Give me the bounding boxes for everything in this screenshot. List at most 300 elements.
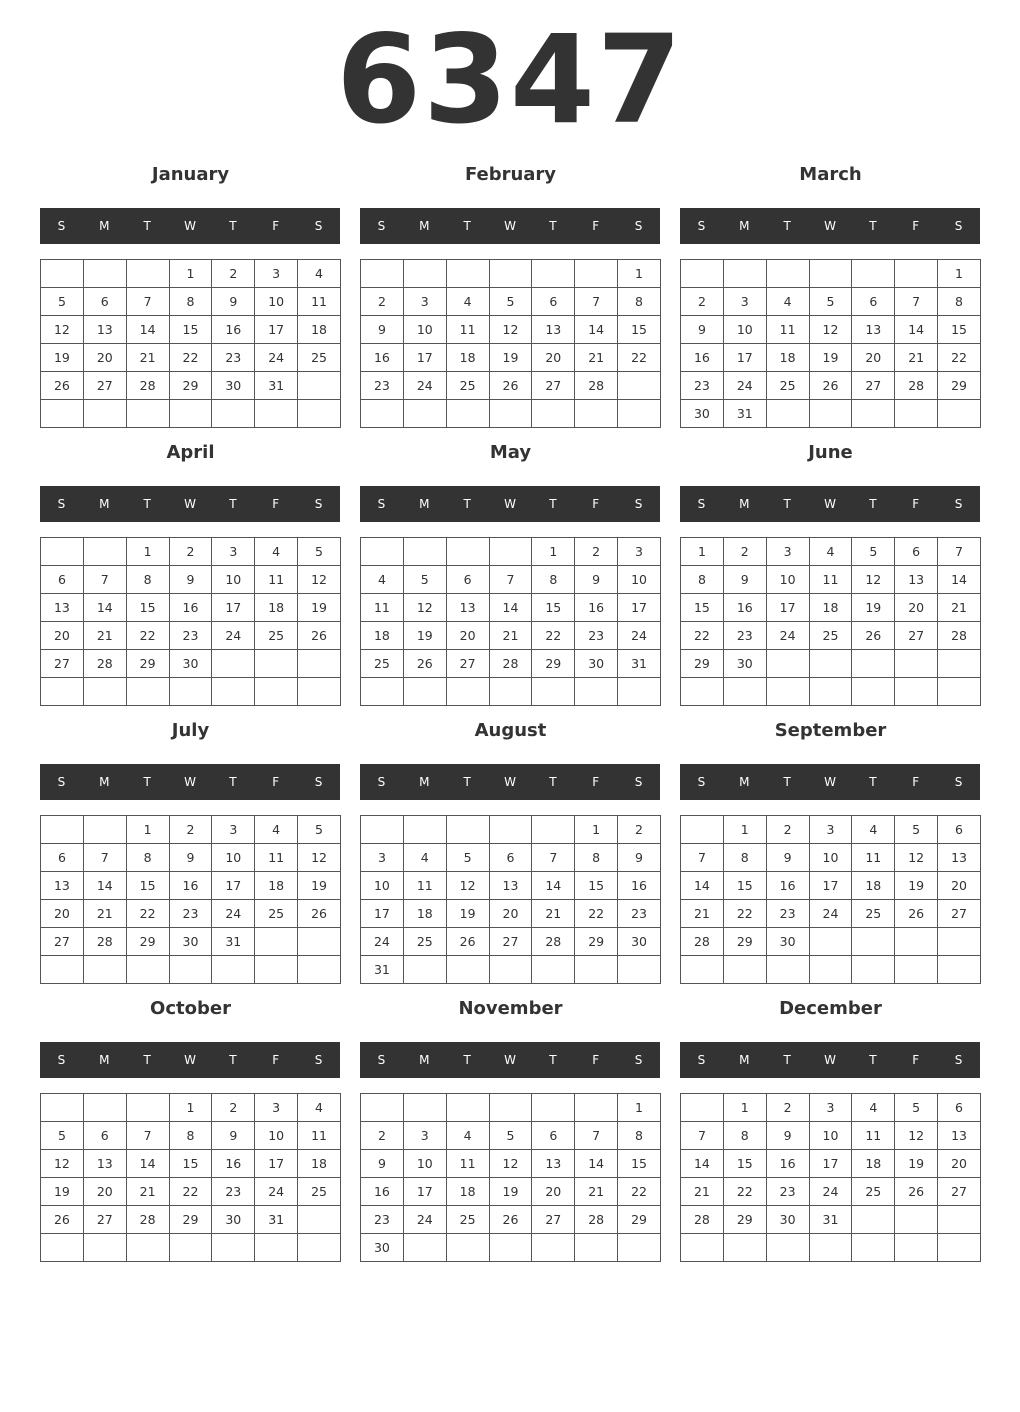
day-cell: 23 xyxy=(723,622,766,650)
day-cell: 18 xyxy=(852,1150,895,1178)
day-cell: 11 xyxy=(809,566,852,594)
day-cell: 31 xyxy=(723,400,766,428)
day-cell: 1 xyxy=(126,816,169,844)
day-cell xyxy=(723,678,766,706)
week-row xyxy=(361,566,661,594)
day-cell: 5 xyxy=(809,288,852,316)
day-cell xyxy=(361,260,404,288)
day-cell: 6 xyxy=(489,844,532,872)
weekday-label: T xyxy=(869,775,877,789)
weekday-label: T xyxy=(143,219,151,233)
day-cell xyxy=(83,816,126,844)
day-cell: 3 xyxy=(361,844,404,872)
day-grid xyxy=(680,537,981,706)
day-cell: 4 xyxy=(852,1094,895,1122)
day-cell: 23 xyxy=(361,1206,404,1234)
day-cell xyxy=(895,928,938,956)
day-cell: 3 xyxy=(809,816,852,844)
day-cell: 25 xyxy=(255,900,298,928)
day-cell: 20 xyxy=(41,622,84,650)
day-cell: 2 xyxy=(169,816,212,844)
day-cell: 28 xyxy=(575,372,618,400)
day-cell: 17 xyxy=(809,872,852,900)
day-cell: 20 xyxy=(852,344,895,372)
day-cell xyxy=(169,400,212,428)
day-cell xyxy=(575,1234,618,1262)
day-cell xyxy=(938,650,981,678)
day-cell: 16 xyxy=(766,872,809,900)
day-cell xyxy=(618,372,661,400)
day-cell: 4 xyxy=(298,260,341,288)
day-cell xyxy=(255,400,298,428)
day-cell: 2 xyxy=(766,816,809,844)
day-cell: 29 xyxy=(532,650,575,678)
day-cell: 17 xyxy=(618,594,661,622)
day-cell: 10 xyxy=(766,566,809,594)
week-row xyxy=(41,900,341,928)
day-cell: 10 xyxy=(403,316,446,344)
day-cell: 22 xyxy=(723,900,766,928)
day-cell xyxy=(169,956,212,984)
day-cell: 20 xyxy=(489,900,532,928)
day-cell: 29 xyxy=(169,1206,212,1234)
day-cell: 5 xyxy=(895,816,938,844)
day-cell: 21 xyxy=(681,1178,724,1206)
day-cell xyxy=(895,260,938,288)
day-cell: 12 xyxy=(489,316,532,344)
day-cell: 10 xyxy=(212,566,255,594)
day-cell: 7 xyxy=(575,1122,618,1150)
day-cell: 1 xyxy=(618,1094,661,1122)
day-cell: 4 xyxy=(298,1094,341,1122)
week-row xyxy=(41,538,341,566)
week-row xyxy=(41,372,341,400)
weekday-label: T xyxy=(549,775,557,789)
day-cell xyxy=(532,400,575,428)
day-cell xyxy=(298,650,341,678)
day-cell: 22 xyxy=(575,900,618,928)
day-cell: 22 xyxy=(618,1178,661,1206)
week-row xyxy=(361,372,661,400)
day-cell: 18 xyxy=(809,594,852,622)
day-cell: 4 xyxy=(809,538,852,566)
day-cell xyxy=(83,678,126,706)
weekday-label: F xyxy=(912,775,920,789)
day-cell: 20 xyxy=(895,594,938,622)
month-november xyxy=(360,994,661,1264)
day-cell: 23 xyxy=(618,900,661,928)
day-cell xyxy=(212,650,255,678)
weekday-label: M xyxy=(99,219,110,233)
week-row xyxy=(361,678,661,706)
day-cell xyxy=(255,678,298,706)
day-cell: 6 xyxy=(41,566,84,594)
week-row xyxy=(41,650,341,678)
weekday-label: S xyxy=(697,775,706,789)
week-row xyxy=(41,594,341,622)
day-cell: 13 xyxy=(532,1150,575,1178)
day-cell: 12 xyxy=(298,844,341,872)
day-cell: 10 xyxy=(618,566,661,594)
day-cell: 2 xyxy=(681,288,724,316)
day-cell: 27 xyxy=(938,900,981,928)
day-cell: 2 xyxy=(212,260,255,288)
day-cell: 5 xyxy=(298,816,341,844)
day-cell xyxy=(618,956,661,984)
day-cell: 18 xyxy=(766,344,809,372)
day-cell: 6 xyxy=(446,566,489,594)
day-cell: 23 xyxy=(212,1178,255,1206)
day-cell: 14 xyxy=(532,872,575,900)
week-row xyxy=(41,622,341,650)
weekday-label: S xyxy=(377,497,386,511)
weekday-label: M xyxy=(99,775,110,789)
day-cell: 19 xyxy=(298,872,341,900)
day-cell: 13 xyxy=(938,844,981,872)
weekday-label: F xyxy=(912,219,920,233)
weekday-label: M xyxy=(419,775,430,789)
day-cell: 18 xyxy=(298,316,341,344)
day-cell: 6 xyxy=(895,538,938,566)
day-cell: 23 xyxy=(575,622,618,650)
day-cell: 12 xyxy=(895,1122,938,1150)
day-cell: 29 xyxy=(723,928,766,956)
week-row xyxy=(681,566,981,594)
month-name: September xyxy=(774,720,887,741)
day-cell: 14 xyxy=(489,594,532,622)
day-cell: 24 xyxy=(766,622,809,650)
weekday-label: W xyxy=(824,1053,836,1067)
day-grid xyxy=(40,259,341,428)
week-row xyxy=(41,1094,341,1122)
day-cell: 15 xyxy=(723,872,766,900)
day-grid xyxy=(360,1093,661,1262)
day-cell: 26 xyxy=(41,1206,84,1234)
day-cell: 23 xyxy=(212,344,255,372)
day-cell: 14 xyxy=(938,566,981,594)
week-row xyxy=(41,928,341,956)
day-cell xyxy=(766,956,809,984)
day-grid xyxy=(680,815,981,984)
day-cell: 24 xyxy=(255,1178,298,1206)
day-cell: 5 xyxy=(852,538,895,566)
day-cell: 21 xyxy=(895,344,938,372)
week-row xyxy=(681,956,981,984)
day-cell: 27 xyxy=(41,928,84,956)
day-cell: 29 xyxy=(681,650,724,678)
day-cell xyxy=(532,678,575,706)
weekday-label: S xyxy=(634,1053,643,1067)
day-cell xyxy=(532,816,575,844)
day-cell: 19 xyxy=(809,344,852,372)
day-cell: 4 xyxy=(361,566,404,594)
day-cell: 6 xyxy=(532,288,575,316)
weekday-label: W xyxy=(184,497,196,511)
day-cell: 29 xyxy=(169,372,212,400)
day-cell xyxy=(169,678,212,706)
weekday-label: S xyxy=(954,775,963,789)
day-cell: 15 xyxy=(532,594,575,622)
day-cell: 12 xyxy=(852,566,895,594)
weekday-header xyxy=(680,1042,980,1078)
day-cell: 28 xyxy=(126,1206,169,1234)
day-cell: 6 xyxy=(938,816,981,844)
day-cell: 28 xyxy=(681,928,724,956)
day-cell: 27 xyxy=(489,928,532,956)
day-cell: 9 xyxy=(618,844,661,872)
week-row xyxy=(41,1122,341,1150)
weekday-label: S xyxy=(954,497,963,511)
day-cell: 12 xyxy=(41,316,84,344)
day-cell xyxy=(298,956,341,984)
day-cell: 15 xyxy=(618,316,661,344)
day-cell: 28 xyxy=(938,622,981,650)
day-cell xyxy=(532,260,575,288)
week-row xyxy=(681,316,981,344)
day-cell: 3 xyxy=(212,538,255,566)
day-cell: 22 xyxy=(169,1178,212,1206)
day-cell xyxy=(255,928,298,956)
week-row xyxy=(361,1150,661,1178)
day-cell xyxy=(766,400,809,428)
day-cell xyxy=(403,538,446,566)
day-cell: 21 xyxy=(681,900,724,928)
day-cell: 5 xyxy=(403,566,446,594)
weekday-label: T xyxy=(229,219,237,233)
day-cell: 14 xyxy=(83,872,126,900)
day-cell xyxy=(895,956,938,984)
day-cell xyxy=(809,650,852,678)
weekday-label: S xyxy=(697,219,706,233)
week-row xyxy=(41,1178,341,1206)
day-cell: 9 xyxy=(575,566,618,594)
day-grid xyxy=(360,259,661,428)
month-july xyxy=(40,716,341,986)
weekday-label: F xyxy=(592,219,600,233)
day-cell: 22 xyxy=(723,1178,766,1206)
day-cell xyxy=(212,678,255,706)
day-cell: 7 xyxy=(126,1122,169,1150)
day-cell: 10 xyxy=(361,872,404,900)
day-cell: 27 xyxy=(852,372,895,400)
day-cell: 19 xyxy=(489,1178,532,1206)
day-cell: 18 xyxy=(852,872,895,900)
weekday-label: W xyxy=(504,219,516,233)
weekday-label: T xyxy=(783,219,791,233)
day-cell: 17 xyxy=(255,1150,298,1178)
day-cell xyxy=(766,650,809,678)
day-cell: 11 xyxy=(766,316,809,344)
day-cell xyxy=(895,650,938,678)
day-cell: 21 xyxy=(126,1178,169,1206)
month-january xyxy=(40,160,341,430)
day-cell: 27 xyxy=(532,372,575,400)
day-cell xyxy=(852,400,895,428)
week-row xyxy=(361,344,661,372)
day-cell xyxy=(489,538,532,566)
weekday-label: T xyxy=(463,219,471,233)
day-cell: 24 xyxy=(809,1178,852,1206)
day-cell: 30 xyxy=(361,1234,404,1262)
day-cell xyxy=(938,1234,981,1262)
weekday-label: T xyxy=(463,1053,471,1067)
day-cell: 7 xyxy=(83,844,126,872)
week-row xyxy=(41,816,341,844)
day-cell xyxy=(83,1094,126,1122)
day-cell xyxy=(895,1206,938,1234)
weekday-label: T xyxy=(229,1053,237,1067)
week-row xyxy=(681,400,981,428)
day-cell: 13 xyxy=(41,594,84,622)
day-cell xyxy=(83,956,126,984)
day-cell: 8 xyxy=(723,844,766,872)
day-cell: 16 xyxy=(361,344,404,372)
day-cell xyxy=(361,816,404,844)
day-cell xyxy=(809,956,852,984)
day-cell: 16 xyxy=(212,316,255,344)
day-cell xyxy=(489,678,532,706)
day-cell: 26 xyxy=(446,928,489,956)
day-cell xyxy=(255,650,298,678)
day-cell: 3 xyxy=(403,1122,446,1150)
day-cell: 5 xyxy=(446,844,489,872)
day-cell: 29 xyxy=(126,650,169,678)
weekday-header xyxy=(360,486,660,522)
day-cell: 3 xyxy=(766,538,809,566)
month-name: February xyxy=(464,164,557,185)
day-cell: 4 xyxy=(446,1122,489,1150)
day-cell: 21 xyxy=(938,594,981,622)
day-grid xyxy=(40,537,341,706)
day-cell: 13 xyxy=(532,316,575,344)
day-cell: 8 xyxy=(532,566,575,594)
day-cell: 6 xyxy=(41,844,84,872)
day-cell: 15 xyxy=(126,594,169,622)
day-cell: 20 xyxy=(532,1178,575,1206)
week-row xyxy=(361,316,661,344)
day-cell: 17 xyxy=(809,1150,852,1178)
weekday-label: M xyxy=(99,1053,110,1067)
day-cell: 20 xyxy=(532,344,575,372)
week-row xyxy=(41,1206,341,1234)
day-cell: 10 xyxy=(809,1122,852,1150)
day-cell: 8 xyxy=(681,566,724,594)
day-cell: 29 xyxy=(723,1206,766,1234)
day-cell: 17 xyxy=(361,900,404,928)
day-cell: 26 xyxy=(895,900,938,928)
weekday-label: T xyxy=(229,497,237,511)
day-cell: 2 xyxy=(766,1094,809,1122)
day-cell: 15 xyxy=(618,1150,661,1178)
weekday-label: M xyxy=(739,1053,750,1067)
weekday-header xyxy=(40,764,340,800)
month-september xyxy=(680,716,981,986)
day-cell xyxy=(403,400,446,428)
day-cell: 24 xyxy=(403,372,446,400)
week-row xyxy=(361,872,661,900)
day-cell: 28 xyxy=(83,650,126,678)
weekday-label: F xyxy=(272,219,280,233)
day-cell: 29 xyxy=(575,928,618,956)
day-cell: 25 xyxy=(446,372,489,400)
day-cell xyxy=(489,1094,532,1122)
day-cell xyxy=(212,956,255,984)
day-cell: 9 xyxy=(212,288,255,316)
day-cell: 28 xyxy=(681,1206,724,1234)
week-row xyxy=(681,650,981,678)
day-cell xyxy=(41,1234,84,1262)
day-cell: 3 xyxy=(255,1094,298,1122)
day-cell: 16 xyxy=(618,872,661,900)
weekday-header xyxy=(40,1042,340,1078)
day-cell: 17 xyxy=(255,316,298,344)
day-cell xyxy=(41,678,84,706)
day-cell: 9 xyxy=(723,566,766,594)
week-row xyxy=(681,1150,981,1178)
weekday-header xyxy=(680,764,980,800)
weekday-label: F xyxy=(592,775,600,789)
day-cell: 27 xyxy=(83,1206,126,1234)
weekday-label: F xyxy=(272,775,280,789)
day-cell: 16 xyxy=(766,1150,809,1178)
weekday-header xyxy=(680,208,980,244)
day-cell: 28 xyxy=(895,372,938,400)
day-cell: 11 xyxy=(403,872,446,900)
weekday-label: S xyxy=(314,1053,323,1067)
day-cell xyxy=(852,260,895,288)
day-cell: 1 xyxy=(532,538,575,566)
day-cell xyxy=(575,400,618,428)
day-cell xyxy=(403,260,446,288)
week-row xyxy=(681,622,981,650)
day-cell: 22 xyxy=(938,344,981,372)
day-cell xyxy=(681,1234,724,1262)
day-cell xyxy=(489,400,532,428)
month-june xyxy=(680,438,981,708)
weekday-header xyxy=(360,1042,660,1078)
day-cell xyxy=(361,538,404,566)
day-cell xyxy=(298,400,341,428)
weekday-label: S xyxy=(954,219,963,233)
day-cell: 30 xyxy=(169,650,212,678)
weekday-label: M xyxy=(99,497,110,511)
day-cell: 12 xyxy=(298,566,341,594)
weekday-label: W xyxy=(184,219,196,233)
day-cell: 28 xyxy=(83,928,126,956)
day-cell xyxy=(532,1094,575,1122)
day-cell xyxy=(938,400,981,428)
day-cell: 6 xyxy=(852,288,895,316)
week-row xyxy=(361,260,661,288)
day-cell: 31 xyxy=(255,1206,298,1234)
week-row xyxy=(361,288,661,316)
week-row xyxy=(681,288,981,316)
day-grid xyxy=(680,259,981,428)
day-cell xyxy=(126,1234,169,1262)
day-cell xyxy=(126,400,169,428)
day-cell: 11 xyxy=(255,844,298,872)
day-cell: 27 xyxy=(895,622,938,650)
weekday-label: M xyxy=(739,775,750,789)
day-cell xyxy=(532,1234,575,1262)
day-cell: 16 xyxy=(169,594,212,622)
week-row xyxy=(41,566,341,594)
week-row xyxy=(361,1122,661,1150)
day-cell xyxy=(446,956,489,984)
day-cell xyxy=(446,400,489,428)
day-cell: 27 xyxy=(83,372,126,400)
week-row xyxy=(361,1094,661,1122)
